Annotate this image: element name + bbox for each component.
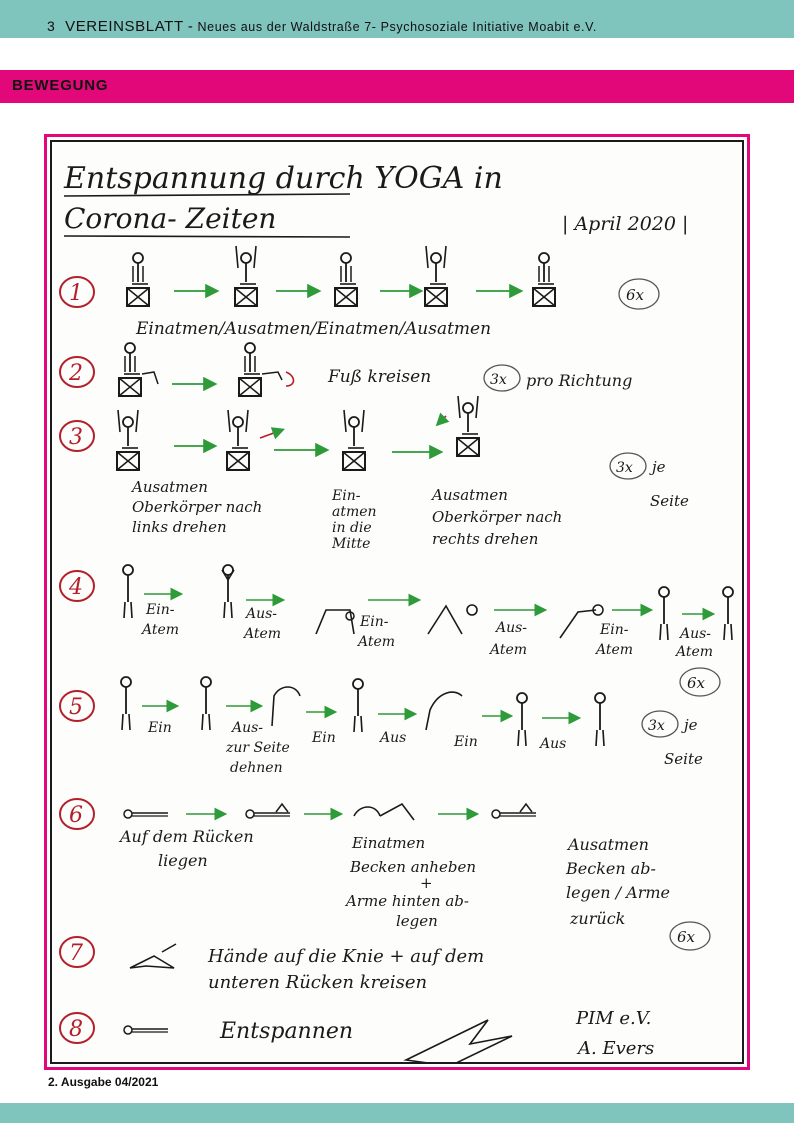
step-3-middle-text <box>331 488 381 552</box>
step-2-text: Fuß kreisen <box>328 367 432 387</box>
step-1-reps: 6x <box>626 286 645 304</box>
step-6-right-line-1: Ausatmen <box>568 835 649 854</box>
step-3-figures <box>117 396 479 470</box>
step-5-extra-line-1: je <box>684 716 698 734</box>
step-6-right-line-4: zurück <box>570 909 626 928</box>
step-2-reps: 3x <box>490 372 507 388</box>
step-8-text: Entspannen <box>220 1019 354 1044</box>
page-header <box>47 18 597 35</box>
step-6-reps: 6x <box>677 928 696 946</box>
step-7-line-1: Hände auf die Knie + auf dem <box>208 946 485 967</box>
title-underline-2 <box>64 236 350 237</box>
step-6-figures <box>124 804 536 820</box>
page-number: 3 <box>47 18 55 34</box>
newsletter-title: VEREINSBLATT <box>65 18 184 35</box>
step-3-middle-line-3: in die <box>332 520 372 536</box>
step-5-figures <box>121 677 605 746</box>
step-7-text <box>207 946 490 993</box>
step-6-left-line-2: liegen <box>158 851 208 870</box>
step-4-label-5: Ein- <box>360 614 389 630</box>
step-4-label-12: Atem <box>676 644 714 660</box>
step-4-label-4: Atem <box>244 626 282 642</box>
step-8-figure <box>124 1026 168 1034</box>
step-2-figures <box>119 343 294 396</box>
step-5-label-5: Ein <box>312 730 336 746</box>
step-4-label-10: Atem <box>596 642 634 658</box>
signature-block <box>575 1008 657 1059</box>
step-5-extra <box>664 716 703 768</box>
step-6-middle-line-1: Einatmen <box>352 834 426 852</box>
step-5-extra-line-2: Seite <box>664 750 703 768</box>
step-4-label-11: Aus- <box>680 626 712 642</box>
step-6-middle-line-5: legen <box>396 912 438 930</box>
step-3-number: 3 <box>69 425 83 450</box>
note-date: | April 2020 | <box>562 213 689 235</box>
step-3-middle-line-4: Mitte <box>332 536 371 552</box>
step-3-right-line-2: Oberkörper nach <box>432 508 563 526</box>
step-4-label-3: Aus- <box>246 606 278 622</box>
step-3-extra <box>649 458 689 510</box>
signature-org: PIM e.V. <box>576 1008 652 1029</box>
step-4-figures <box>123 565 733 640</box>
step-5-label-8: Aus <box>540 736 567 752</box>
step-6-right-line-3: legen / Arme <box>566 883 671 902</box>
step-3-right-line-1: Ausatmen <box>432 486 508 504</box>
step-2-extra: pro Richtung <box>526 371 633 390</box>
step-4-label-7: Aus- <box>496 620 528 636</box>
step-4-label-2: Atem <box>142 622 180 638</box>
step-1-figures <box>127 246 555 306</box>
step-5-label-1: Ein <box>148 720 172 736</box>
step-3-reps: 3x <box>616 460 633 476</box>
step-5-label-4: dehnen <box>230 760 283 776</box>
step-8-number: 8 <box>69 1017 83 1042</box>
step-3-extra-line-2: Seite <box>650 492 689 510</box>
step-6-left-text <box>118 827 259 870</box>
step-5-label-3: zur Seite <box>226 740 290 756</box>
step-4-label-1: Ein- <box>146 602 175 618</box>
step-3-right-text <box>430 486 567 548</box>
step-1-number: 1 <box>69 281 83 306</box>
step-5-label-7: Ein <box>454 734 478 750</box>
step-3-left-line-1: Ausatmen <box>132 478 208 496</box>
step-4-label-9: Ein- <box>600 622 629 638</box>
note-title-line2: Corona- Zeiten <box>64 202 277 235</box>
step-3-left-text <box>130 478 267 536</box>
section-bar <box>0 70 794 103</box>
step-6-number: 6 <box>69 803 83 828</box>
step-5-reps: 3x <box>648 718 665 734</box>
header-separator: - <box>187 18 194 35</box>
step-6-middle-line-3: + <box>420 874 433 892</box>
step-6-right-text <box>565 835 675 928</box>
step-1-text: Einatmen/Ausatmen/Einatmen/Ausatmen <box>136 319 492 339</box>
yoga-instruction-sheet <box>50 140 744 1064</box>
step-3-left-line-2: Oberkörper nach <box>132 498 263 516</box>
signature-star-icon <box>406 1020 512 1064</box>
step-6-middle-text <box>344 834 481 930</box>
step-5-label-6: Aus <box>380 730 407 746</box>
step-6-left-line-1: Auf dem Rücken <box>120 827 254 846</box>
step-4-label-8: Atem <box>490 642 528 658</box>
step-5-number: 5 <box>69 695 83 720</box>
step-3-middle-line-2: atmen <box>332 504 377 520</box>
section-title: BEWEGUNG <box>12 77 109 94</box>
step-4-label-6: Atem <box>358 634 396 650</box>
step-7-figure <box>130 944 176 968</box>
step-6-middle-line-4: Arme hinten ab- <box>346 892 469 910</box>
step-6-right-line-2: Becken ab- <box>566 859 656 878</box>
step-4-number: 4 <box>69 575 83 600</box>
step-4-reps: 6x <box>687 674 706 692</box>
step-number-circles <box>60 277 94 1043</box>
newsletter-subtitle: Neues aus der Waldstraße 7- <box>197 20 377 34</box>
step-6-middle-line-2: Becken anheben <box>350 858 476 876</box>
organization-name: Psychosoziale Initiative Moabit e.V. <box>380 20 597 34</box>
signature-name: A. Evers <box>578 1038 655 1059</box>
step-3-right-line-3: rechts drehen <box>432 530 539 548</box>
note-title-line1: Entspannung durch YOGA in <box>64 161 503 196</box>
step-3-extra-line-1: je <box>652 458 666 476</box>
bottom-bar <box>0 1103 794 1123</box>
step-7-number: 7 <box>69 941 83 966</box>
issue-label: 2. Ausgabe 04/2021 <box>48 1075 159 1089</box>
step-5-label-2: Aus- <box>232 720 264 736</box>
step-7-line-2: unteren Rücken kreisen <box>208 972 428 993</box>
step-2-number: 2 <box>69 361 83 386</box>
step-3-left-line-3: links drehen <box>132 518 227 536</box>
step-3-middle-line-1: Ein- <box>332 488 361 504</box>
